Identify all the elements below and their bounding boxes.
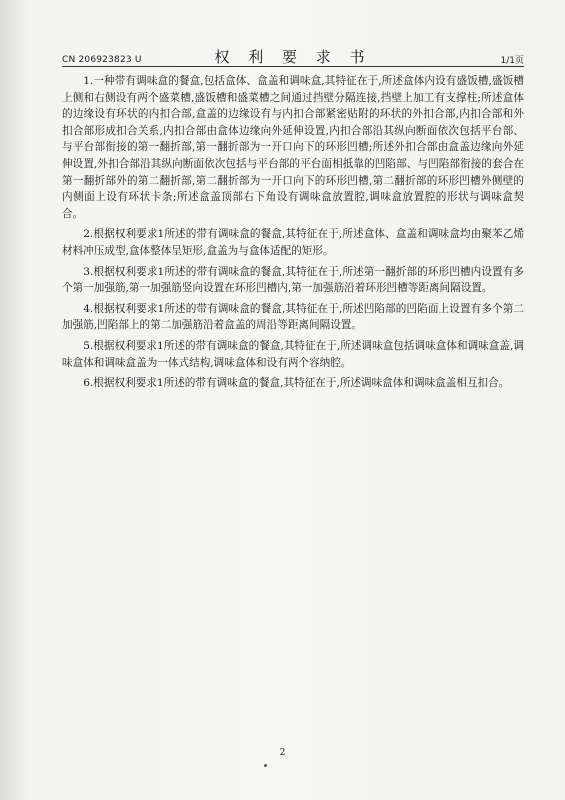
publication-number: CN 206923823 U (62, 55, 142, 65)
claim-2: 2.根据权利要求1所述的带有调味盒的餐盒,其特征在于,所述盒体、盒盖和调味盒均由聚苯乙烯材料冲压成型,盒体整体呈矩形,盒盖为与盒体适配的矩形。 (62, 228, 524, 257)
page-header (62, 44, 524, 66)
claim-4: 4.根据权利要求1所述的带有调味盒的餐盒,其特征在于,所述凹陷部的凹陷面上设置有多个第二加强筋,凹陷部上的第二加强筋沿着盒盖的周沿等距离间隔设置。 (62, 302, 524, 332)
claim-5: 5.根据权利要求1所述的带有调味盒的餐盒,其特征在于,所述调味盒包括调味盒体和调味盒盖,调味盒体和调味盒盖为一体式结构,调味盒体和设有两个容纳腔。 (62, 339, 524, 369)
claim-1: 1.一种带有调味盒的餐盒,包括盒体、盒盖和调味盒,其特征在于,所述盒体内设有盛饭槽,盛饭槽上侧和右侧设有两个盛菜槽,盛饭槽和盛菜槽之间通过挡壁分隔连接,挡壁上加工有支撑柱;所述盒体的边缘设有环状的内扣合部,盒盖的边缘设有与内扣合部紧密贴附的环状的外扣合部,内扣合部和外扣合部形成扣合关系,内扣合部由盒体边缘向外延伸设置,内扣合部沿其纵向断面依次包括平台部、与平台部衔接的第一翻折部,第一翻折部为一开口向下的环形凹槽;所述外扣合部由盒盖边缘向外延伸设置,外扣合部沿其纵向断面依次包括与平台部的平台面相抵靠的凹陷部、与凹陷部衔接的套合在第一翻折部外的第二翻折部,第二翻折部为一开口向下的环形凹槽,第二翻折部的环形凹槽外侧壁的内侧面上设有环状卡条;所述盒盖顶部右下角设有调味盒放置腔,调味盒放置腔的形状与调味盒契合。 (62, 75, 524, 220)
claims-body (62, 73, 524, 396)
claim-6: 6.根据权利要求1所述的带有调味盒的餐盒,其特征在于,所述调味盒体和调味盒盖相互扣合。 (83, 377, 510, 390)
scan-speck (264, 764, 267, 767)
header-divider (62, 66, 524, 67)
document-title: 权 利 要 求 书 (214, 48, 372, 66)
claim-3: 3.根据权利要求1所述的带有调味盒的餐盒,其特征在于,所述第一翻折部的环形凹槽内设置有多个第一加强筋,第一加强筋竖向设置在环形凹槽内,第一加强筋沿着环形凹槽等距离间隔设置。 (62, 265, 524, 295)
page-count: 1/1页 (500, 56, 524, 66)
page-number: 2 (279, 748, 286, 758)
